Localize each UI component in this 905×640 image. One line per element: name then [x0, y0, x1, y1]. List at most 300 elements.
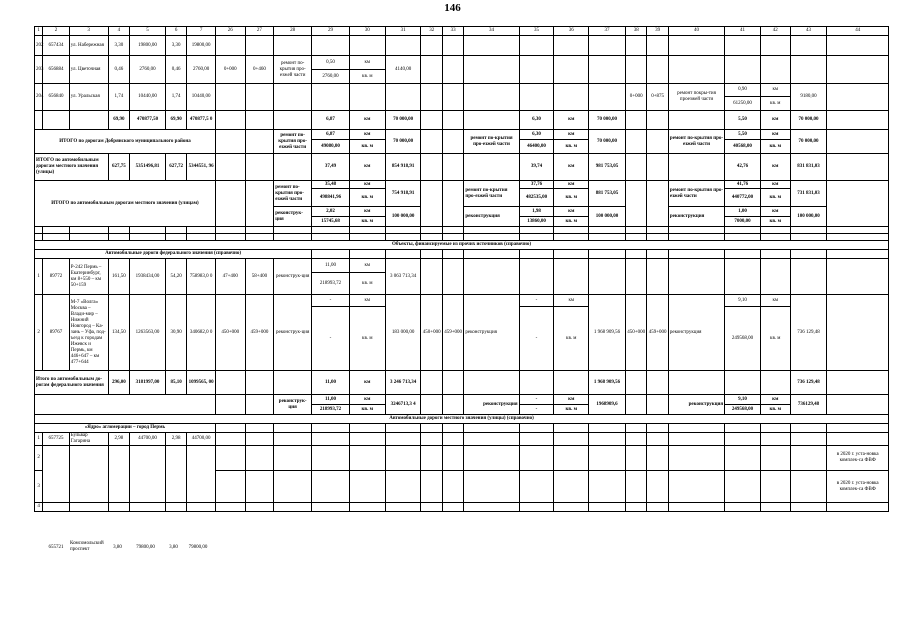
empty-cell	[827, 371, 889, 395]
table-cell: 58+400	[245, 259, 274, 295]
empty-cell	[554, 250, 589, 259]
table-cell: км	[554, 154, 589, 181]
empty-cell	[274, 36, 312, 56]
table-cell: 736129,48	[790, 395, 827, 415]
table-cell: 2760,00	[187, 56, 216, 84]
empty-cell	[589, 56, 626, 84]
empty-cell	[725, 503, 761, 512]
table-cell: 70 000,00	[385, 130, 421, 154]
empty-cell	[245, 503, 274, 512]
table-cell: кв. м	[760, 217, 790, 227]
empty-cell	[421, 84, 442, 111]
table-cell: 11,00	[312, 371, 350, 395]
table-cell: 754 918,91	[385, 181, 421, 207]
table-cell: 19800,00	[130, 36, 166, 56]
empty-cell	[442, 84, 463, 111]
table-cell: км	[554, 181, 589, 189]
empty-cell	[725, 259, 761, 295]
table-cell: ремонт по-крытия про-езжей части	[464, 181, 519, 207]
empty-cell	[312, 84, 350, 111]
table-cell: км	[349, 130, 385, 140]
empty-cell	[130, 446, 166, 503]
empty-cell	[725, 250, 761, 259]
empty-cell	[464, 259, 519, 295]
table-cell: 47+400	[215, 259, 245, 295]
section-header-perm	[35, 424, 889, 433]
table-cell: 100 000,00	[385, 207, 421, 227]
perm3-street: Комсомольский проспект	[70, 541, 104, 552]
empty-cell	[312, 446, 350, 471]
empty-cell	[625, 154, 646, 181]
empty-cell	[108, 234, 129, 241]
table-cell: реконструк-ция	[274, 295, 312, 371]
empty-cell	[519, 433, 554, 446]
empty-cell	[760, 446, 790, 471]
table-cell: 9180,00	[790, 84, 827, 111]
empty-cell	[668, 371, 724, 395]
empty-cell	[519, 84, 554, 111]
table-cell: 249568,00	[725, 307, 761, 371]
table-cell: 296,00	[108, 371, 129, 395]
table-row	[35, 56, 889, 70]
empty-cell	[108, 227, 129, 234]
empty-cell	[760, 234, 790, 241]
table-cell: км	[349, 371, 385, 395]
section-header-local-ref	[35, 415, 889, 424]
empty-cell	[245, 433, 274, 446]
table-cell: 450+000	[421, 295, 442, 371]
empty-cell	[647, 259, 668, 295]
table-cell: ул. Набережная	[69, 36, 108, 56]
empty-cell	[245, 371, 274, 395]
empty-cell	[442, 130, 463, 154]
empty-cell	[519, 227, 554, 234]
empty-cell	[647, 181, 668, 227]
table-cell: 657725	[43, 433, 70, 446]
table-cell: 70 000,00	[589, 130, 626, 154]
table-cell: км	[349, 207, 385, 217]
empty-cell	[647, 446, 668, 471]
table-cell: 61250,00	[725, 97, 761, 111]
empty-cell	[245, 154, 274, 181]
empty-cell	[827, 130, 889, 154]
empty-cell	[647, 371, 668, 395]
empty-cell	[43, 111, 70, 130]
empty-cell	[519, 56, 554, 84]
empty-cell	[647, 395, 668, 415]
table-cell: -	[519, 307, 554, 371]
table-cell: кв. м	[554, 189, 589, 207]
empty-cell	[442, 433, 463, 446]
table-cell: 85,10	[165, 371, 186, 395]
table-cell: 9,10	[725, 395, 761, 405]
table-cell: 0,46	[165, 56, 186, 84]
table-cell: 0+875	[647, 84, 668, 111]
table-cell: 657434	[43, 36, 70, 56]
table-cell: км	[554, 395, 589, 405]
empty-cell	[464, 234, 519, 241]
empty-cell	[519, 446, 554, 471]
empty-cell	[421, 181, 442, 227]
empty-cell	[442, 503, 463, 512]
empty-cell	[625, 111, 646, 130]
empty-cell	[760, 471, 790, 503]
empty-cell	[215, 84, 245, 111]
empty-cell	[421, 503, 442, 512]
table-cell: 4140,00	[385, 56, 421, 84]
empty-cell	[554, 433, 589, 446]
table-cell: реконструкция	[668, 207, 724, 227]
empty-cell	[274, 433, 312, 446]
empty-cell	[668, 503, 724, 512]
table-cell: км	[760, 395, 790, 405]
empty-cell	[245, 234, 274, 241]
empty-cell	[589, 471, 626, 503]
empty-cell	[625, 250, 646, 259]
table-cell: 2	[35, 446, 43, 471]
empty-cell	[215, 503, 245, 512]
table-cell: 70 000,00	[385, 111, 421, 130]
empty-cell	[187, 234, 216, 241]
empty-cell	[554, 471, 589, 503]
empty-cell	[554, 56, 589, 84]
empty-cell	[442, 36, 463, 56]
empty-cell	[421, 130, 442, 154]
empty-cell	[108, 503, 129, 512]
table-cell: 183 000,00	[385, 295, 421, 371]
empty-cell	[385, 503, 421, 512]
empty-cell	[827, 111, 889, 130]
empty-cell	[349, 503, 385, 512]
table-cell: 450+000	[625, 295, 646, 371]
empty-cell	[215, 36, 245, 56]
empty-cell	[274, 371, 312, 395]
table-cell: 0,90	[725, 84, 761, 97]
table-cell: 4	[35, 503, 43, 512]
empty-cell	[827, 84, 889, 111]
empty-cell	[349, 471, 385, 503]
empty-cell	[69, 111, 108, 130]
empty-cell	[625, 433, 646, 446]
empty-cell	[349, 84, 385, 111]
empty-cell	[668, 259, 724, 295]
empty-cell	[421, 250, 442, 259]
empty-cell	[647, 56, 668, 84]
table-cell: кв. м	[349, 189, 385, 207]
table-cell: -	[519, 295, 554, 307]
table-cell: 30	[349, 27, 385, 36]
empty-cell	[421, 56, 442, 84]
table-cell: кв. м	[349, 307, 385, 371]
table-cell: 1	[35, 259, 43, 295]
table-cell: ремонт покры-тия проезжей части	[668, 84, 724, 111]
empty-cell	[215, 154, 245, 181]
empty-cell	[668, 36, 724, 56]
table-cell: 36	[554, 27, 589, 36]
total-row-local	[35, 154, 889, 181]
table-cell: Итого по автомобильным до-рогам федерального значения	[35, 371, 109, 395]
table-cell: 2760,00	[130, 56, 166, 84]
empty-cell	[668, 250, 724, 259]
empty-cell	[421, 111, 442, 130]
table-cell: 27	[245, 27, 274, 36]
empty-cell	[827, 234, 889, 241]
table-cell: 3	[69, 27, 108, 36]
empty-cell	[625, 36, 646, 56]
table-cell: 3246713,3 4	[385, 395, 421, 415]
table-cell: 5,50	[725, 130, 761, 140]
empty-cell	[554, 227, 589, 234]
table-cell: 3181997,00	[130, 371, 166, 395]
empty-cell	[274, 227, 312, 234]
table-cell: ИТОГО по дорогам Добрянского муниципального района	[35, 130, 216, 154]
table-cell: 40568,00	[725, 140, 761, 154]
empty-cell	[668, 154, 724, 181]
empty-cell	[554, 84, 589, 111]
empty-cell	[589, 446, 626, 471]
table-cell: кв. м	[554, 140, 589, 154]
table-cell: 0+460	[245, 56, 274, 84]
empty-cell	[274, 154, 312, 181]
table-cell: 42,76	[725, 154, 761, 181]
empty-cell	[589, 234, 626, 241]
table-row	[35, 295, 889, 307]
table-cell: кв. м	[349, 140, 385, 154]
table-cell: в 2020 г. уста-новка комплек-са ФВФ	[827, 446, 889, 471]
empty-cell	[464, 36, 519, 56]
total-row-federal-by-type	[35, 395, 889, 405]
empty-cell	[668, 227, 724, 234]
table-cell: 3,30	[165, 36, 186, 56]
table-cell: 41,76	[725, 181, 761, 189]
table-cell: 33	[442, 27, 463, 36]
empty-cell	[274, 424, 312, 433]
table-cell: 38	[625, 27, 646, 36]
empty-cell	[760, 250, 790, 259]
empty-cell	[421, 234, 442, 241]
empty-cell	[589, 433, 626, 446]
empty-cell	[421, 471, 442, 503]
empty-cell	[464, 503, 519, 512]
empty-cell	[827, 259, 889, 295]
empty-cell	[760, 36, 790, 56]
empty-cell	[519, 503, 554, 512]
table-cell: 204	[35, 84, 43, 111]
empty-cell	[668, 446, 724, 471]
empty-cell	[130, 227, 166, 234]
table-cell: км	[554, 295, 589, 307]
table-cell: реконструкция	[464, 295, 519, 371]
table-cell: 218993,72	[312, 405, 350, 415]
perm3-id: 655721	[48, 545, 64, 550]
empty-cell	[668, 471, 724, 503]
table-cell: ул. Цветочная	[69, 56, 108, 84]
table-cell: км	[554, 111, 589, 130]
empty-cell	[349, 36, 385, 56]
table-cell: 627,75	[108, 154, 129, 181]
table-cell: 4	[108, 27, 129, 36]
empty-cell	[421, 259, 442, 295]
empty-cell	[69, 446, 108, 503]
table-cell: 0,50	[312, 56, 350, 70]
table-cell: 44700,00	[130, 433, 166, 446]
empty-cell	[668, 111, 724, 130]
table-cell: км	[760, 84, 790, 97]
empty-cell	[215, 446, 245, 471]
table-cell: 498841,96	[312, 189, 350, 207]
empty-cell	[421, 371, 442, 395]
table-cell: 11,00	[312, 259, 350, 273]
table-cell: 5344551, 96	[187, 154, 216, 181]
empty-cell	[245, 227, 274, 234]
empty-cell	[725, 471, 761, 503]
perm3-c6: 3,80	[169, 545, 178, 550]
table-cell: Автомобильные дороги федерального значения (справочно)	[35, 250, 312, 259]
empty-cell	[647, 503, 668, 512]
table-cell: км	[349, 259, 385, 273]
table-cell: 6,87	[312, 130, 350, 140]
table-cell: в 2020 г. уста-новка комплек-са ФВФ	[827, 471, 889, 503]
table-cell: 1 968 909,56	[589, 295, 626, 371]
empty-cell	[589, 424, 626, 433]
perm3-c4: 3,80	[113, 545, 122, 550]
empty-cell	[274, 111, 312, 130]
empty-cell	[554, 424, 589, 433]
empty-cell	[647, 154, 668, 181]
empty-cell	[647, 227, 668, 234]
table-cell: реконструк-ция	[274, 207, 312, 227]
empty-cell	[625, 227, 646, 234]
empty-cell	[827, 36, 889, 56]
table-cell: км	[349, 181, 385, 189]
empty-cell	[725, 446, 761, 471]
table-cell: 5	[130, 27, 166, 36]
table-row	[35, 84, 889, 97]
table-cell: -	[312, 307, 350, 371]
table-cell: 249568,00	[725, 405, 761, 415]
table-cell: 10440,00	[187, 84, 216, 111]
empty-cell	[385, 250, 421, 259]
empty-cell	[519, 471, 554, 503]
empty-cell	[790, 250, 827, 259]
empty-cell	[421, 424, 442, 433]
table-cell: 5,50	[725, 111, 761, 130]
empty-cell	[589, 227, 626, 234]
empty-cell	[421, 446, 442, 471]
empty-cell	[760, 503, 790, 512]
empty-cell	[442, 181, 463, 227]
table-cell: 69,90	[165, 111, 186, 130]
empty-cell	[385, 36, 421, 56]
table-cell: Р-242 Пермь – Екатеринбург, км 8+550 – км 50+159	[69, 259, 108, 295]
empty-cell	[385, 234, 421, 241]
empty-cell	[760, 56, 790, 84]
table-cell: 736 129,48	[790, 371, 827, 395]
empty-cell	[647, 424, 668, 433]
empty-cell	[274, 446, 312, 471]
empty-cell	[668, 56, 724, 84]
table-cell: Объекты, финансируемые из прочих источников (справочно)	[35, 241, 889, 250]
empty-cell	[790, 503, 827, 512]
table-cell: км	[349, 395, 385, 405]
empty-cell	[625, 471, 646, 503]
empty-cell	[790, 227, 827, 234]
table-cell: ремонт по-крытия про-езжей части	[274, 181, 312, 207]
table-cell: 470877,50	[130, 111, 166, 130]
table-cell: 54,20	[165, 259, 186, 295]
empty-cell	[187, 503, 216, 512]
empty-cell	[442, 227, 463, 234]
empty-cell	[130, 234, 166, 241]
table-cell: 46400,00	[519, 140, 554, 154]
table-cell: 2,02	[312, 207, 350, 217]
empty-cell	[790, 56, 827, 84]
table-cell: -	[312, 295, 350, 307]
empty-cell	[625, 503, 646, 512]
empty-cell	[69, 503, 108, 512]
table-cell: 44700,00	[187, 433, 216, 446]
table-cell: реконструкция	[464, 395, 519, 415]
table-cell: 440772,00	[725, 189, 761, 207]
table-cell: 15745,68	[312, 217, 350, 227]
table-cell: кв. м	[349, 70, 385, 84]
table-cell: 2,98	[108, 433, 129, 446]
table-cell: ремонт по-крытия про-езжей части	[274, 56, 312, 84]
empty-cell	[790, 36, 827, 56]
empty-cell	[725, 56, 761, 84]
table-cell: 29	[312, 27, 350, 36]
table-cell: ИТОГО по автомобильным дорогам местного значения (улицам)	[35, 181, 216, 227]
table-row	[35, 36, 889, 56]
empty-cell	[349, 446, 385, 471]
empty-cell	[442, 471, 463, 503]
table-cell: 31	[385, 27, 421, 36]
empty-cell	[464, 371, 519, 395]
table-cell: 731 831,03	[790, 181, 827, 207]
empty-cell	[421, 36, 442, 56]
empty-cell	[35, 395, 216, 415]
table-cell: 7	[187, 27, 216, 36]
empty-cell	[421, 395, 442, 415]
table-cell: 736 129,48	[790, 295, 827, 371]
empty-cell	[589, 250, 626, 259]
empty-cell	[790, 234, 827, 241]
table-cell: 32	[421, 27, 442, 36]
table-cell: 203	[35, 56, 43, 84]
table-cell: 89767	[43, 295, 70, 371]
empty-cell	[589, 259, 626, 295]
empty-cell	[519, 36, 554, 56]
perm3-c7: 79800,00	[188, 545, 208, 550]
empty-cell	[827, 424, 889, 433]
empty-cell	[625, 371, 646, 395]
empty-cell	[647, 234, 668, 241]
table-cell: 3 063 713,34	[385, 259, 421, 295]
empty-cell	[442, 111, 463, 130]
table-cell: 35	[519, 27, 554, 36]
empty-cell	[464, 84, 519, 111]
table-cell: 1	[35, 433, 43, 446]
empty-cell	[589, 503, 626, 512]
table-cell: 6,30	[519, 130, 554, 140]
empty-cell	[165, 227, 186, 234]
empty-cell	[421, 154, 442, 181]
empty-cell	[760, 433, 790, 446]
empty-cell	[215, 234, 245, 241]
table-cell: ремонт по-крытия про-езжей части	[274, 130, 312, 154]
table-cell: 0+000	[215, 56, 245, 84]
empty-cell	[130, 503, 166, 512]
